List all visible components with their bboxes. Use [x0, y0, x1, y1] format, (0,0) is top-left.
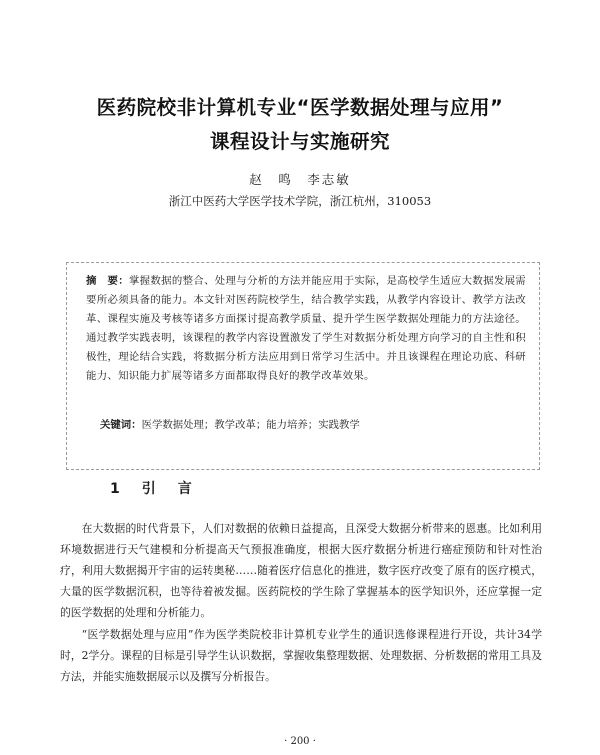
abstract-text: 掌握数据的整合、处理与分析的方法并能应用于实际，是高校学生适应大数据发展需要所必须具备的能力。本文针对医药院校学生，结合教学实践，从教学内容设计、教学方法改革、课程实施及考核等诸多方面探讨提高教学质量、提升学生医学数据处理能力的方法途径。通过教学实践表明，该课程的教学内容设置激发了学生对数据分析处理方向学习的自主性和积极性，理论结合实践，将数据分析方法应用到日常学习生活中。并且该课程在理论功底、科研能力、知识能力扩展等诸多方面都取得良好的教学改革效果。 — [86, 275, 526, 382]
keywords-text: 医学数据处理；教学改革；能力培养；实践教学 — [141, 419, 360, 431]
page-number: · 200 · — [284, 736, 316, 747]
keywords-label: 关键词： — [100, 419, 142, 431]
body-paragraph-2: “医学数据处理与应用”作为医学类院校非计算机专业学生的通识选修课程进行开设，共计34学时，2学分。课程的目标是引导学生认识数据，掌握收集整理数据、处理数据、分析数据的常用工具及方法，并能实施数据展示以及撰写分析报告。 — [60, 628, 542, 683]
paper-title-line2: 课程设计与实施研究 — [209, 130, 390, 153]
abstract-label: 摘 要： — [86, 275, 129, 287]
section-heading: 1 引 言 — [110, 481, 196, 497]
body-paragraph-1: 在大数据的时代背景下，人们对数据的依赖日益提高，且深受大数据分析带来的恩惠。比如利用环境数据进行天气建模和分析提高天气预报准确度，根据大医疗数据分析进行癌症预防和针对性治疗，利用大数据揭开宇宙的运转奥秘……随着医疗信息化的推进，数字医疗改变了原有的医疗模式，大量的医学数据沉积，也等待着被发掘。医药院校的学生除了掌握基本的医学知识外，还应掌握一定的医学数据的处理和分析能力。 — [60, 522, 542, 619]
affiliation: 浙江中医药大学医学技术学院，浙江杭州，310053 — [168, 194, 432, 208]
paper-title-line1: 医药院校非计算机专业“医学数据处理与应用” — [96, 96, 504, 119]
keywords — [100, 416, 520, 435]
abstract — [86, 272, 526, 386]
authors: 赵 鸣 李志敏 — [249, 172, 351, 187]
